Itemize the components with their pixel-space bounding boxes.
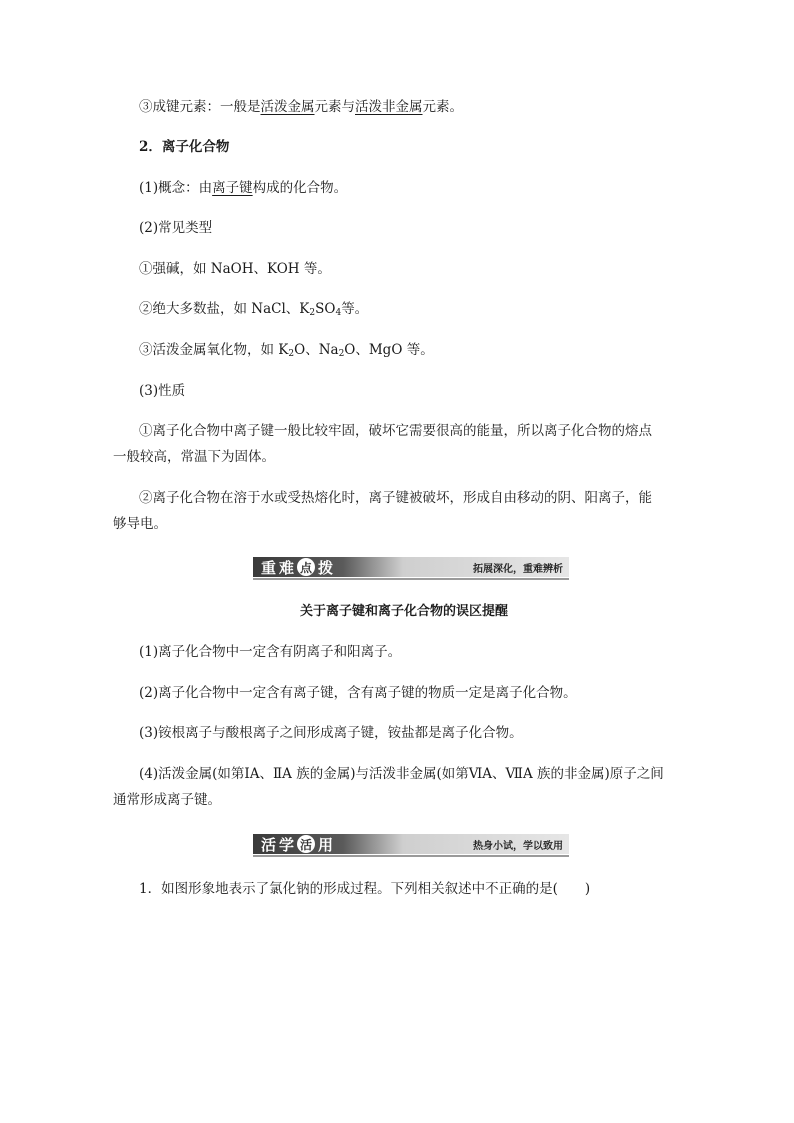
practice-banner: 活 学 活 用 热身小试，学以致用 [253, 834, 569, 854]
ionic-bond-term: 离子键 [212, 180, 253, 196]
misconception-4-line1: (4)活泼金属(如第ⅠA、ⅡA 族的金属)与活泼非金属(如第ⅥA、ⅦA 族的非金属)原子之间 [139, 766, 664, 782]
concept-line: (1)概念：由离子键构成的化合物。 [139, 180, 348, 196]
misconception-2: (2)离子化合物中一定含有离子键，含有离子键的物质一定是离子化合物。 [139, 685, 577, 701]
property-2-line1: ②离子化合物在溶于水或受热熔化时，离子键被破坏，形成自由移动的阴、阳离子，能 [139, 490, 652, 506]
misconception-3: (3)铵根离子与酸根离子之间形成离子键，铵盐都是离子化合物。 [139, 725, 523, 741]
exercise-1-question: 1．如图形象地表示了氯化钠的形成过程。下列相关叙述中不正确的是( ) [139, 881, 591, 897]
bonding-elements-line: ③成键元素：一般是活泼金属元素与活泼非金属元素。 [139, 99, 463, 115]
banner-subtitle: 热身小试，学以致用 [473, 840, 563, 852]
active-metal-term: 活泼金属 [260, 99, 315, 115]
misconception-4-line2: 通常形成离子键。 [113, 792, 221, 808]
common-types-heading: (2)常见类型 [139, 220, 213, 236]
highlight-badge: 活 [297, 835, 315, 853]
property-1-line2: 一般较高，常温下为固体。 [113, 449, 275, 465]
property-1-line1: ①离子化合物中离子键一般比较牢固，破坏它需要很高的能量，所以离子化合物的熔点 [139, 423, 652, 439]
salts-line: ②绝大多数盐，如 NaCl、$K_2SO_4$等。 [139, 301, 369, 318]
active-nonmetal-term: 活泼非金属 [355, 99, 423, 115]
misconception-1: (1)离子化合物中一定含有阴离子和阳离子。 [139, 644, 402, 660]
key-points-banner: 重 难 点 拨 拓展深化，重难辨析 [253, 557, 569, 577]
section-heading-ionic-compound: 2．离子化合物 [139, 139, 230, 155]
banner-subtitle: 拓展深化，重难辨析 [473, 563, 563, 575]
property-2-line2: 够导电。 [113, 516, 167, 532]
misconception-heading: 关于离子键和离子化合物的误区提醒 [300, 604, 509, 619]
strong-base-line: ①强碱，如 NaOH、KOH 等。 [139, 261, 331, 277]
highlight-badge: 点 [297, 558, 315, 576]
properties-heading: (3)性质 [139, 383, 186, 399]
metal-oxides-line: ③活泼金属氧化物，如 $K_2O$、$Na_2O$、MgO 等。 [139, 342, 434, 359]
